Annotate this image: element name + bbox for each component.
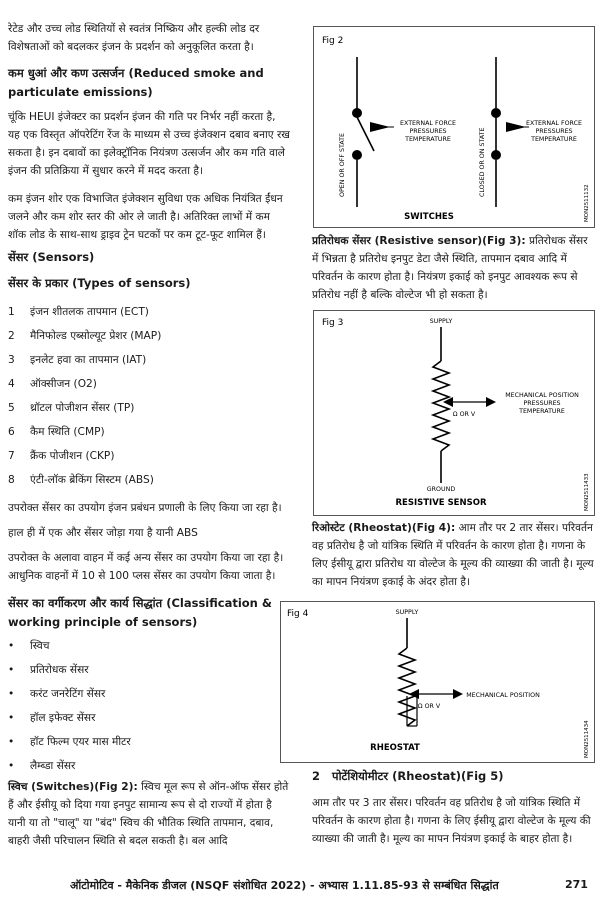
modern-paragraph: उपरोक्त के अलावा वाहन में कई अन्य सेंसर का उपयोग किया जा रहा है। आधुनिक वाहनों में 10 से 100 प्लस सेंसर का उपयोग किया जाता है। [8, 552, 284, 582]
resistive-paragraph: प्रतिरोधक सेंसर (Resistive sensor)(Fig 3): प्रतिरोधक सेंसर में भिन्नता है प्रतिरोध इनपुट डेटा जैसे स्थिति, तापमान दबाव आदि में परिवर्तन के कारण होता है। नियंत्रण इकाई को इनपुट आवश्यक रूप से प्रतिरोध नहीं है बल्कि वोल्टेज भी हो सकता है। [312, 235, 588, 301]
force-label-right-2: PRESSURES [535, 128, 573, 135]
force-label-left-2: PRESSURES [409, 128, 447, 135]
heui-paragraph: चूंकि HEUI इंजेक्टर का प्रदर्शन इंजन की गति पर निर्भर नहीं करता है, यह एक विस्तृत ऑपरेटिंग रेंज के माध्यम से उच्च इंजेक्शन दबाव बनाए रख सकता है। इन दबावों का इलेक्ट्रॉनिक नियंत्रण उत्सर्जन और कम गति वाले इंजन की प्रतिक्रिया में सुधार करने में मदद करता है। [8, 111, 290, 177]
figure-code: MON2511132 [584, 184, 590, 222]
force-label-right-3: TEMPERATURE [531, 136, 577, 143]
list-item: • स्विच [8, 640, 50, 652]
mechanical-label-2: PRESSURES [523, 400, 561, 407]
rheostat-paragraph: रिओस्टेट (Rheostat)(Fig 4): आम तौर पर 2 तार सेंसर। परिवर्तन वह प्रतिरोध है जो यांत्रिक स्थिति में परिवर्तन के कारण होता है। गणना के लिए ईसीयू द्वारा प्रतिरोध या वोल्टेज के मूल्य की व्याख्या की जाती है। मूल्य का मापन नियंत्रण इकाई के अंदर होता है। [312, 522, 594, 588]
list-item: • हॉल इफेक्ट सेंसर [8, 712, 96, 724]
figure-label: Fig 2 [322, 36, 344, 46]
list-item: 7 क्रैंक पोजीशन (CKP) [8, 450, 115, 462]
list-item: 6 कैम स्थिति (CMP) [8, 426, 105, 438]
ohm-label: Ω OR V [452, 411, 476, 418]
force-label-left-1: EXTERNAL FORCE [400, 120, 456, 127]
noise-paragraph: कम इंजन शोर एक विभाजित इंजेक्शन सुविधा एक अधिक नियंत्रित ईंधन जलने और कम शोर स्तर की ओर ले जाती है। अतिरिक्त लाभों में कम शॉक लोड के साथ-साथ ड्राइव ट्रेन घटकों पर कम टूट-फूट शामिल हैं। [8, 193, 283, 241]
ground-label: GROUND [426, 486, 456, 493]
list-item: • प्रतिरोधक सेंसर [8, 664, 89, 676]
list-item: • लैम्ब्डा सेंसर [8, 760, 76, 772]
figure-caption: SWITCHES [404, 212, 454, 222]
figure-label: Fig 4 [287, 609, 309, 619]
smoke-heading: कम धुआं और कण उत्सर्जन (Reduced smoke and particulate emissions) [8, 66, 264, 99]
mechanical-label: MECHANICAL POSITION [466, 692, 540, 699]
figure-resistive-sensor [313, 310, 595, 516]
list-item: 4 ऑक्सीजन (O2) [8, 378, 97, 390]
switches-diagram [314, 27, 594, 227]
sensor-type-list [8, 300, 290, 492]
resistive-sensor-diagram [314, 311, 594, 515]
switches-paragraph: स्विच (Switches)(Fig 2): स्विच मूल रूप से ऑन-ऑफ सेंसर होते हैं और ईसीयू को दिया गया इनपुट सामान्य रूप से दो राज्यों में होता है यानी या तो "चालू" या "बंद" स्विच की भौतिक स्थिति तापमान, दबाव, बाहरी जैसी परिचालन स्थिति से बदल सकती है। बल आदि [8, 781, 289, 847]
figure-code: MON2511434 [584, 720, 590, 758]
mechanical-label-1: MECHANICAL POSITION [505, 392, 579, 399]
figure-switches [313, 26, 595, 228]
figure-code: MON2511433 [584, 473, 590, 511]
force-label-left-3: TEMPERATURE [405, 136, 451, 143]
list-item: 8 एंटी-लॉक ब्रेकिंग सिस्टम (ABS) [8, 474, 154, 486]
classification-list [8, 634, 278, 778]
rheostat-diagram [281, 602, 594, 762]
list-item: 5 थ्रॉटल पोजीशन सेंसर (TP) [8, 402, 135, 414]
page-number: 271 [565, 878, 588, 891]
sensors-heading: सेंसर (Sensors) [8, 250, 95, 264]
list-item: • करंट जनरेटिंग सेंसर [8, 688, 106, 700]
usage-paragraph: उपरोक्त सेंसर का उपयोग इंजन प्रबंधन प्रणाली के लिए किया जा रहा है। [8, 502, 282, 514]
list-item: 1 इंजन शीतलक तापमान (ECT) [8, 306, 149, 318]
figure-label: Fig 3 [322, 318, 344, 328]
classification-heading: सेंसर का वर्गीकरण और कार्य सिद्धांत (Classification & working principle of sensors) [8, 596, 272, 629]
figure-caption: RHEOSTAT [370, 743, 420, 753]
sensor-types-heading: सेंसर के प्रकार (Types of sensors) [8, 276, 191, 290]
open-state-label: OPEN OR OFF STATE [339, 133, 346, 197]
figure-rheostat [280, 601, 595, 763]
recent-paragraph: हाल ही में एक और सेंसर जोड़ा गया है यानी ABS [8, 527, 198, 539]
potentiometer-heading: 2 पोटेंशियोमीटर (Rheostat)(Fig 5) [312, 769, 504, 783]
figure-caption: RESISTIVE SENSOR [395, 498, 487, 508]
potentiometer-paragraph: आम तौर पर 3 तार सेंसर। परिवर्तन वह प्रतिरोध है जो यांत्रिक स्थिति में परिवर्तन के कारण होता है। गणना के लिए ईसीयू द्वारा वोल्टेज के मूल्य की व्याख्या की जाती है। मूल्य का मापन नियंत्रण इकाई के बाहर होता है। [312, 797, 591, 845]
list-item: 3 इनलेट हवा का तापमान (IAT) [8, 354, 147, 366]
mechanical-label-3: TEMPERATURE [519, 408, 565, 415]
ohm-label: Ω OR V [417, 703, 441, 710]
list-item: 2 मैनिफोल्ड एब्सोल्यूट प्रेशर (MAP) [8, 330, 162, 342]
force-label-right-1: EXTERNAL FORCE [526, 120, 582, 127]
intro-paragraph: रेटेड और उच्च लोड स्थितियों से स्वतंत्र निष्क्रिय और हल्की लोड दर विशेषताओं को बदलकर इंजन के प्रदर्शन को अनुकूलित करता है। [8, 23, 260, 53]
supply-label: SUPPLY [395, 609, 419, 616]
list-item: • हॉट फिल्म एयर मास मीटर [8, 736, 131, 748]
supply-label: SUPPLY [429, 318, 453, 325]
closed-state-label: CLOSED OR ON STATE [479, 127, 486, 197]
page-footer-title: ऑटोमोटिव - मैकेनिक डीजल (NSQF संशोधित 2022) - अभ्यास 1.11.85-93 से सम्बंधित सिद्धांत [70, 879, 499, 892]
